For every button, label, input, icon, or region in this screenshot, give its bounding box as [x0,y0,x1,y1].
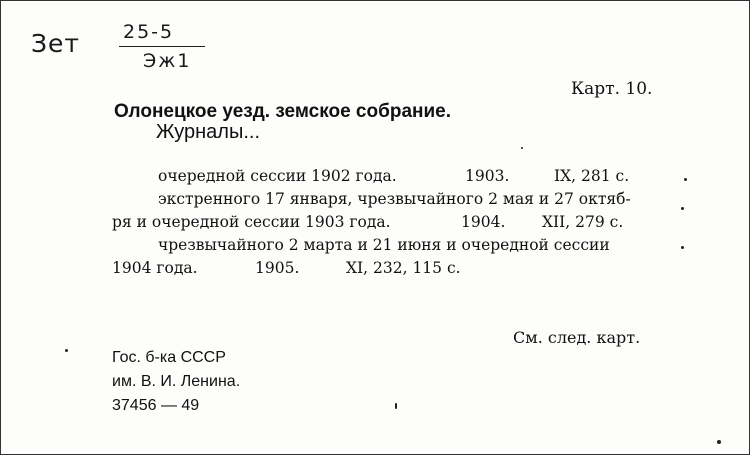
scan-speck [395,403,397,409]
card-subheading: Журналы... [156,121,261,143]
library-code: 37456 — 49 [112,397,200,414]
library-name: Гос. б-ка СССР [112,349,226,366]
entry-3-text: ря и очередной сессии 1903 года. [112,213,391,231]
entry-1-year: 1903. [465,167,510,185]
entry-1-pages: IX, 281 с. [554,167,630,185]
entry-5-year: 1905. [255,259,300,277]
card-number: Карт. 10. [571,79,653,99]
scan-speck [717,440,721,444]
handwritten-prefix: Зет [31,29,80,58]
entry-5-text: 1904 года. [112,259,198,277]
entry-5-pages: XI, 232, 115 с. [346,259,461,277]
entry-3-year: 1904. [461,213,506,231]
entry-1-text: очередной сессии 1902 года. [158,167,397,185]
see-next-card: См. след. карт. [513,328,641,347]
handwritten-denominator: Эж1 [143,50,192,72]
entry-3-pages: XII, 279 с. [542,213,624,231]
entry-line-4: чрезвычайного 2 марта и 21 июня и очередной сессии [158,236,610,254]
scan-speck [521,147,523,149]
scan-speck [681,207,684,210]
library-dedication: им. В. И. Ленина. [112,373,241,390]
handwritten-numerator: 25-5 [123,21,175,43]
card-heading: Олонецкое уезд. земское собрание. [114,101,452,122]
entry-line-2: экстренного 17 января, чрезвычайного 2 мая и 27 октяб- [158,190,631,208]
handwritten-fraction-line [119,46,205,47]
scan-speck [65,349,68,352]
scan-speck [684,178,687,181]
scan-speck [681,246,684,249]
